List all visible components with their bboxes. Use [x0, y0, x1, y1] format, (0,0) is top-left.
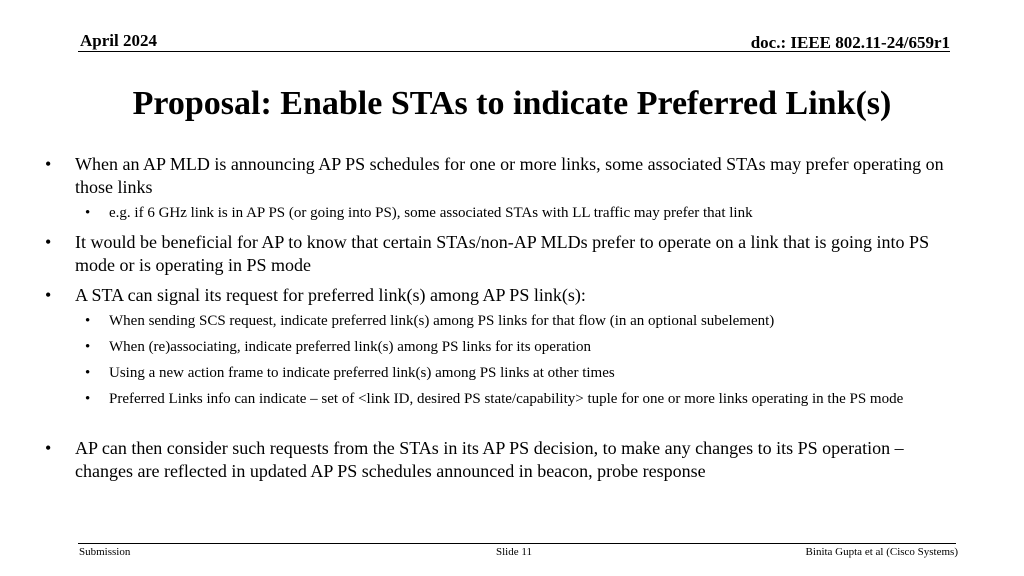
bullet-item — [45, 153, 945, 199]
bullet-text: AP can then consider such requests from the STAs in its AP PS decision, to make any changes to its PS operation – changes are reflected in updated AP PS schedules announced in beacon, probe response — [75, 438, 904, 481]
bullet-text: e.g. if 6 GHz link is in AP PS (or going into PS), some associated STAs with LL traffic may prefer that link — [109, 205, 753, 221]
bullet-text: When an AP MLD is announcing AP PS schedules for one or more links, some associated STAs may prefer operating on those links — [75, 154, 944, 197]
header-divider — [78, 51, 950, 52]
sub-bullet-item — [85, 311, 939, 332]
sub-bullet-item — [85, 203, 939, 224]
bullet-marker: • — [85, 205, 91, 221]
bullet-marker: • — [45, 154, 52, 174]
bullet-marker: • — [45, 285, 52, 305]
sub-bullet-item — [85, 389, 939, 410]
bullet-text: It would be beneficial for AP to know that certain STAs/non-AP MLDs prefer to operate on a link that is going into PS mode or is operating in PS mode — [75, 232, 930, 275]
bullet-marker: • — [85, 339, 91, 355]
bullet-marker: • — [85, 365, 91, 381]
footer-divider — [78, 543, 956, 544]
bullet-text: Preferred Links info can indicate – set of <link ID, desired PS state/capability> tuple for one or more links operating in the PS mode — [109, 391, 904, 407]
bullet-marker: • — [45, 232, 52, 252]
header-doc-id: doc.: IEEE 802.11-24/659r1 — [750, 33, 950, 52]
slide-title: Proposal: Enable STAs to indicate Preferred Link(s) — [132, 85, 892, 122]
bullet-item — [45, 284, 945, 307]
footer-submission: Submission — [79, 546, 131, 558]
bullet-item — [45, 437, 945, 483]
footer-author: Binita Gupta et al (Cisco Systems) — [805, 546, 958, 558]
sub-bullet-item — [85, 363, 939, 384]
bullet-marker: • — [85, 391, 91, 407]
bullet-text: Using a new action frame to indicate preferred link(s) among PS links at other times — [109, 365, 615, 381]
bullet-item — [45, 231, 945, 277]
sub-bullet-item — [85, 337, 939, 358]
bullet-marker: • — [45, 438, 52, 458]
bullet-text: When (re)associating, indicate preferred link(s) among PS links for its operation — [109, 339, 591, 355]
footer-slide-number: Slide 11 — [496, 546, 532, 558]
bullet-marker: • — [85, 313, 91, 329]
bullet-text: A STA can signal its request for preferred link(s) among AP PS link(s): — [75, 285, 586, 305]
header-date: April 2024 — [80, 31, 157, 50]
bullet-text: When sending SCS request, indicate preferred link(s) among PS links for that flow (in an optional subelement) — [109, 313, 775, 329]
